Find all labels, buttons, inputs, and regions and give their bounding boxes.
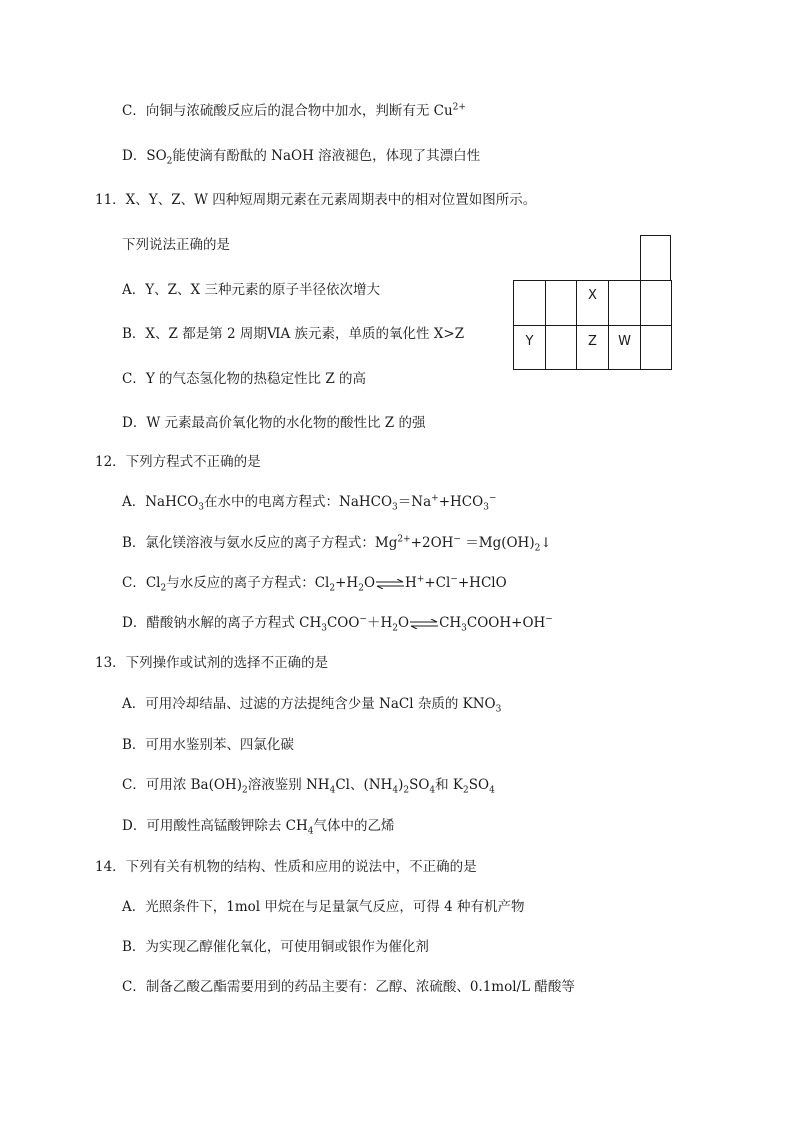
question-14-stem: 14．下列有关有机物的结构、性质和应用的说法中，不正确的是 (95, 859, 477, 875)
table-cell-z: Z (576, 325, 609, 370)
q12-option-d: D．醋酸钠水解的离子方程式 $CH_3COO^-+H_2O$ $CH_3COOH+OH^-$ (122, 614, 553, 634)
q12-option-b: B．氯化镁溶液与氨水反应的离子方程式：$Mg^{2+}+2OH^-$ $=Mg(OH)_2↓$ (122, 534, 552, 554)
table-cell-empty (640, 235, 671, 281)
table-cell-empty (513, 280, 546, 326)
q13-option-b: B．可用水鉴别苯、四氯化碳 (122, 737, 294, 753)
reversible-arrow-icon (375, 579, 405, 589)
question-12-stem: 12．下列方程式不正确的是 (95, 454, 261, 470)
question-11-prompt: 下列说法正确的是 (122, 237, 230, 253)
q11-option-b: B．X、Z 都是第 2 周期ⅥA 族元素，单质的氧化性 X>Z (122, 326, 465, 342)
question-13-stem: 13．下列操作或试剂的选择不正确的是 (95, 655, 329, 671)
q13-option-d: D．可用酸性高锰酸钾除去 $CH_4$气体中的乙烯 (122, 818, 395, 837)
table-cell-y: Y (513, 325, 546, 370)
q14-option-b: B．为实现乙醇催化氧化，可使用铜或银作为催化剂 (122, 939, 429, 955)
reversible-arrow-icon (409, 619, 439, 629)
q12-option-a: A．NaHCO$_3$在水中的电离方程式：$NaHCO_3=Na^++HCO_3^-$ (122, 493, 497, 513)
table-cell-empty (640, 325, 672, 370)
q11-option-a: A．Y、Z、X 三种元素的原子半径依次增大 (122, 282, 380, 298)
q14-option-c: C．制备乙酸乙酯需要用到的药品主要有：乙醇、浓硫酸、0.1mol/L 醋酸等 (122, 979, 575, 995)
q14-option-a: A．光照条件下，1mol 甲烷在与足量氯气反应，可得 4 种有机产物 (122, 899, 525, 915)
table-cell-empty (545, 325, 577, 370)
q12-option-c: C．$Cl_2$与水反应的离子方程式：$Cl_2+H_2O$ H++Cl−+HClO (122, 574, 507, 594)
question-11-stem: 11．X、Y、Z、W 四种短周期元素在元素周期表中的相对位置如图所示。 (95, 192, 537, 208)
option-c-prev: C．向铜与浓硫酸反应后的混合物中加水，判断有无 $Cu^{2+}$ (122, 102, 466, 119)
table-cell-empty (545, 280, 577, 326)
table-cell-x: X (576, 280, 609, 326)
q11-option-d: D．W 元素最高价氧化物的水化物的酸性比 Z 的强 (122, 415, 426, 431)
q13-option-a: A．可用冷却结晶、过滤的方法提纯含少量 NaCl 杂质的 $KNO_3$ (122, 696, 502, 715)
table-cell-w: W (608, 325, 641, 370)
table-cell-empty (640, 280, 672, 326)
table-cell-empty (608, 280, 641, 326)
q13-option-c: C．可用浓 $Ba(OH)_2$溶液鉴别 $NH_4Cl$、$(NH_4)_2SO_4$和 $K_2SO_4$ (122, 777, 495, 796)
option-d-prev: D．$SO_2$能使滴有酚酞的 NaOH 溶液褪色，体现了其漂白性 (122, 148, 481, 167)
q11-option-c: C．Y 的气态氢化物的热稳定性比 Z 的高 (122, 371, 366, 387)
